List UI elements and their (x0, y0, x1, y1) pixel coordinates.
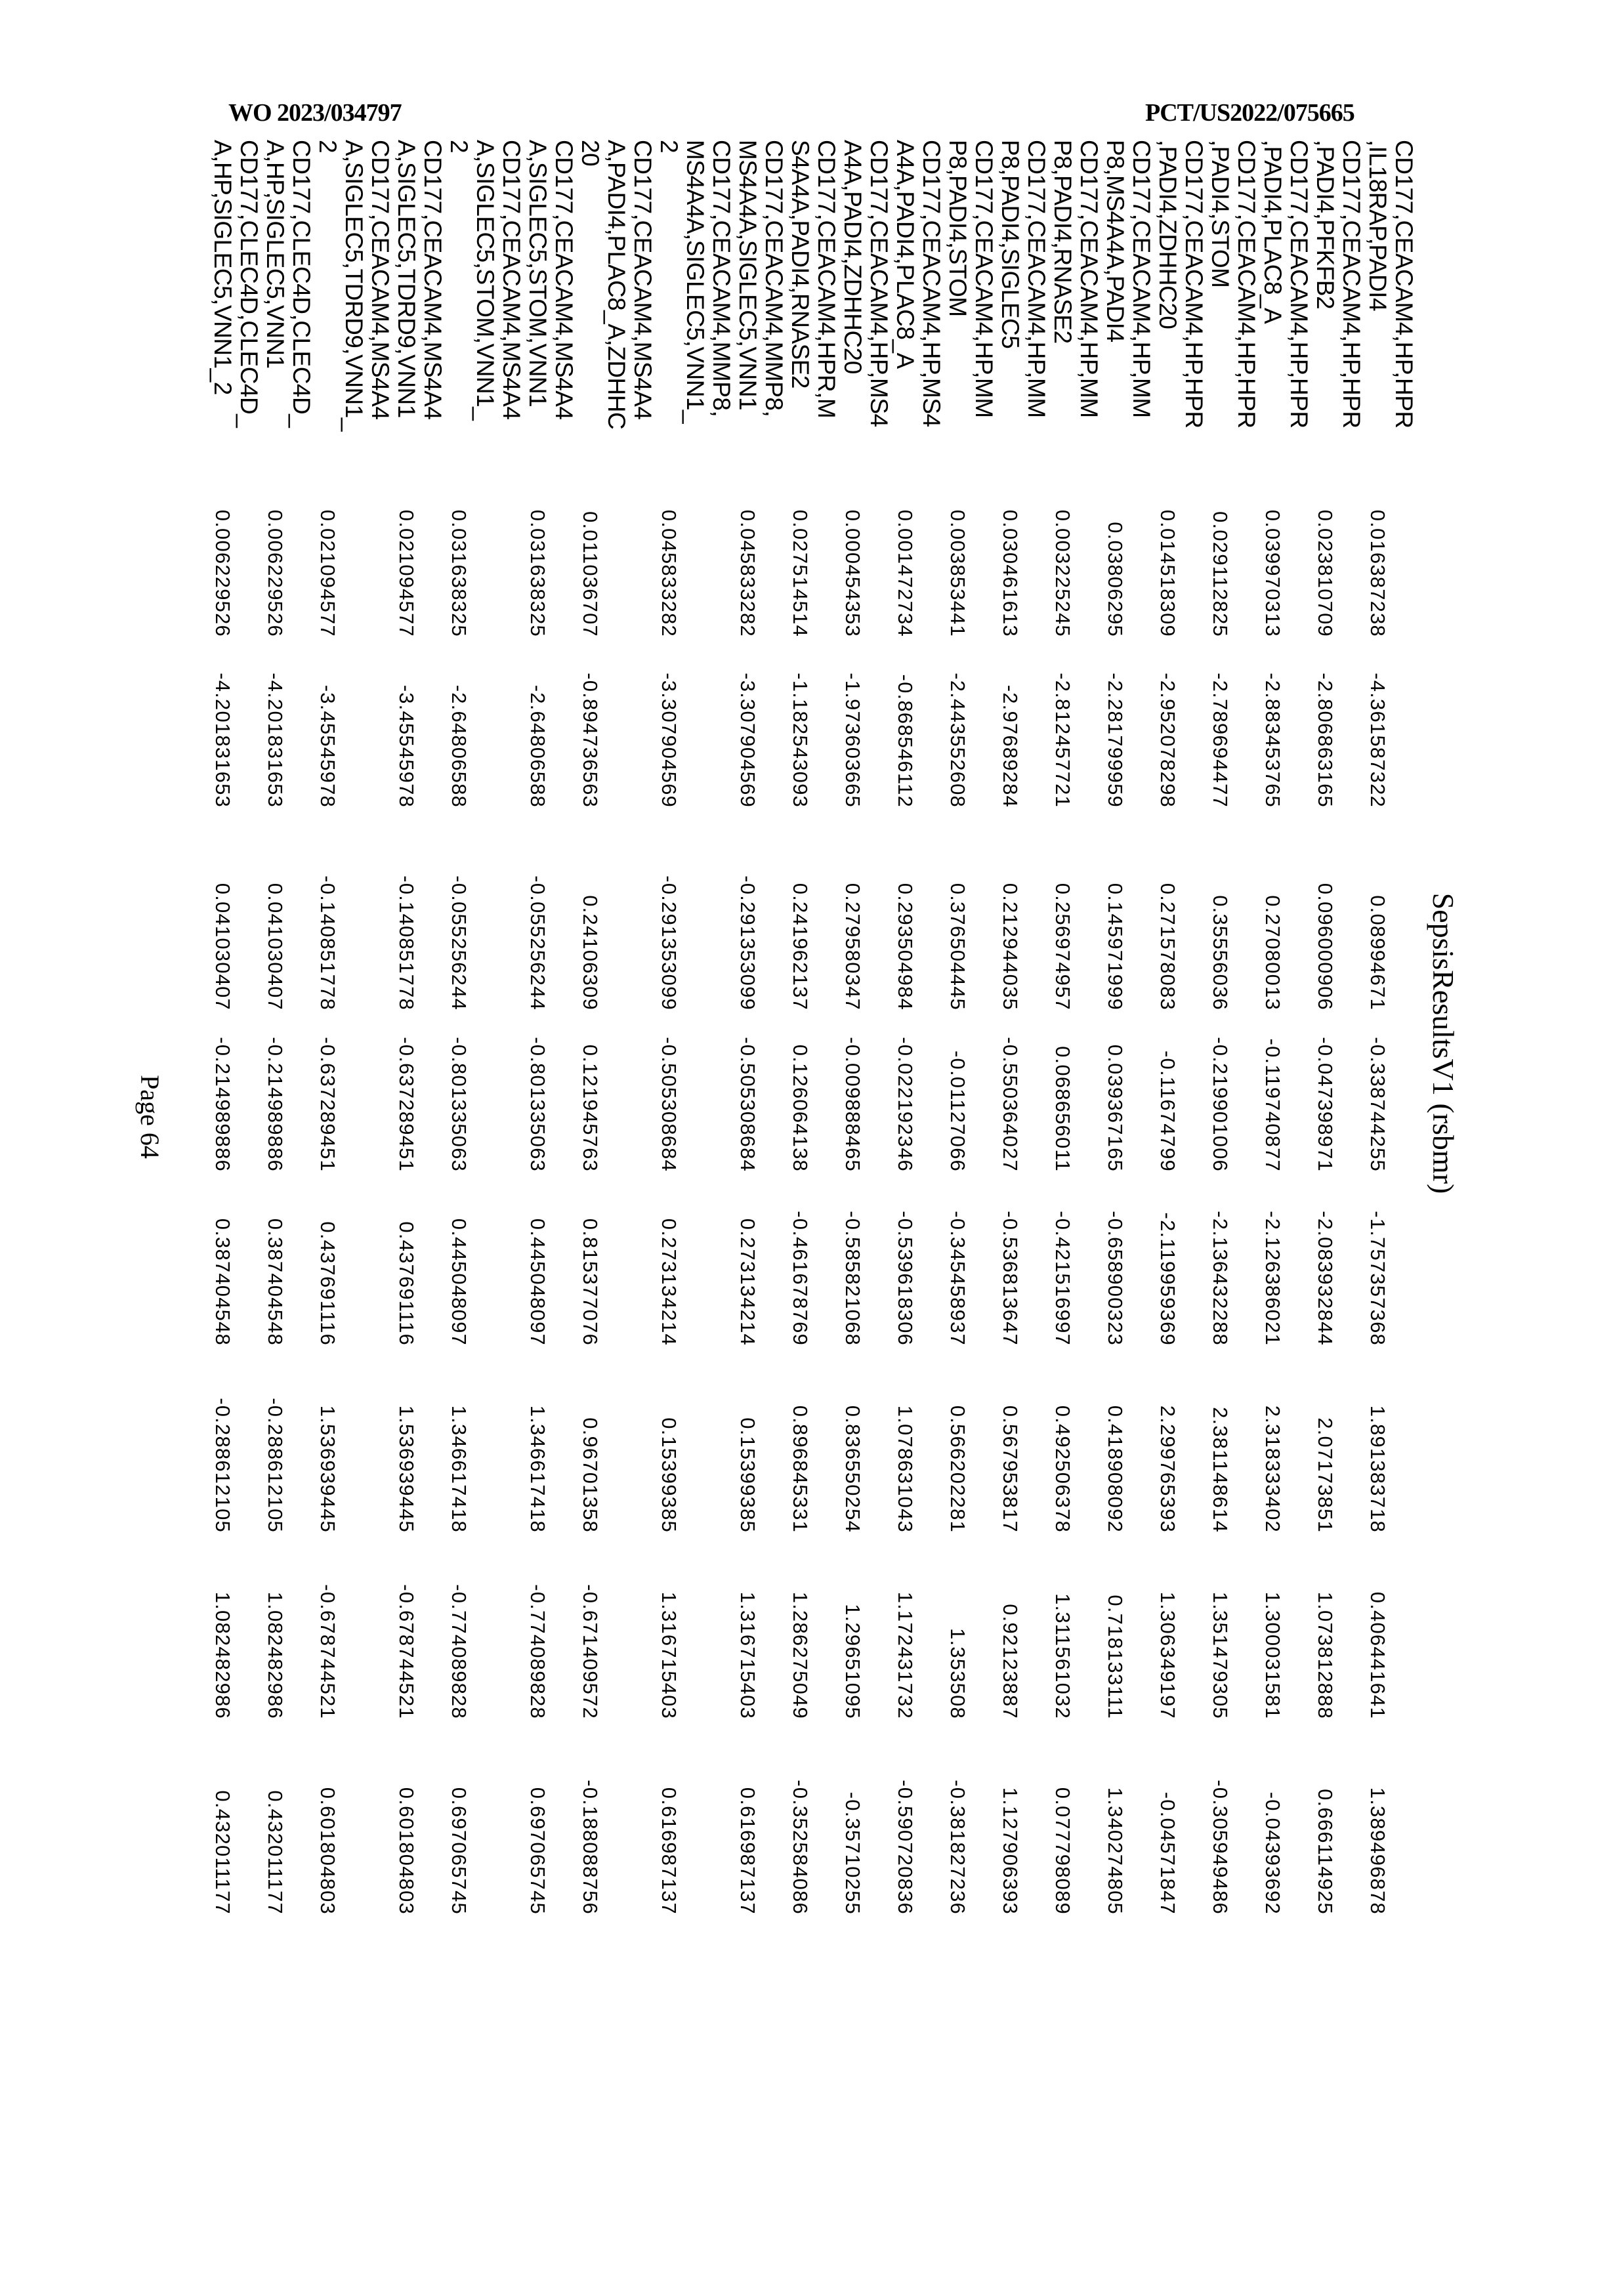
value-cell: 0.003225245 (1049, 486, 1102, 637)
table-row (446, 140, 524, 1915)
value-cell: 2.318333402 (1259, 1346, 1312, 1533)
label-line: P8,PADI4,STOM (944, 140, 971, 486)
table-row (1259, 140, 1312, 1915)
table-row (393, 140, 446, 1915)
value-cell: -0.671409572 (577, 1533, 656, 1719)
value-cell: 1.082482986 (262, 1533, 314, 1719)
value-cell: -0.774089828 (446, 1533, 524, 1719)
value-cell: 0.293504984 (892, 808, 944, 1011)
value-cell: -0.894736563 (577, 637, 656, 808)
value-cell: -0.35710255 (839, 1719, 892, 1915)
value-cell: 0.432011177 (262, 1719, 314, 1915)
table-row (209, 140, 262, 1915)
value-cell: 0.027514514 (787, 486, 839, 637)
gene-set-label (314, 140, 393, 486)
value-cell: -2.119959369 (1154, 1172, 1207, 1346)
value-cell: -2.083932844 (1312, 1172, 1364, 1346)
value-cell: -2.443552608 (944, 637, 997, 808)
gene-set-label (577, 140, 656, 486)
value-cell: -0.04393692 (1259, 1719, 1312, 1915)
label-line: A,SIGLEC5,TDRD9,VNN1_ (341, 140, 367, 486)
value-cell: 2.07173851 (1312, 1346, 1364, 1533)
table-row (944, 140, 997, 1915)
value-cell: 1.389496878 (1364, 1719, 1417, 1915)
label-line: A,HP,SIGLEC5,VNN1_2 (209, 140, 236, 486)
value-cell: -3.45545978 (314, 637, 393, 808)
table-row (892, 140, 944, 1915)
value-cell: 0.92123887 (997, 1533, 1049, 1719)
value-cell: -0.590720836 (892, 1719, 944, 1915)
value-cell: -2.952078298 (1154, 637, 1207, 808)
table-row (656, 140, 734, 1915)
label-line: CD177,CEACAM4,HPR,M (813, 140, 839, 486)
label-line: CD177,CEACAM4,HP,MS4 (866, 140, 892, 486)
table-row (1207, 140, 1259, 1915)
value-cell: 0.697065745 (446, 1719, 524, 1915)
value-cell: 0.492506378 (1049, 1346, 1102, 1533)
table-row (314, 140, 393, 1915)
gene-set-label (839, 140, 892, 486)
value-cell: 0.077798089 (1049, 1719, 1102, 1915)
value-cell: 0.27080013 (1259, 808, 1312, 1011)
value-cell: 1.311561032 (1049, 1533, 1102, 1719)
label-line: CD177,CEACAM4,HP,MM (971, 140, 997, 486)
label-line: P8,MS4A4A,PADI4 (1102, 140, 1128, 486)
gene-set-label (892, 140, 944, 486)
value-cell: -2.812457721 (1049, 637, 1102, 808)
value-cell: 1.536939445 (393, 1346, 446, 1533)
value-cell: 1.316715403 (734, 1533, 787, 1719)
value-cell: -2.806863165 (1312, 637, 1364, 808)
value-cell: -1.757357368 (1364, 1172, 1417, 1346)
value-cell: 0.000454353 (839, 486, 892, 637)
value-cell: -0.288612105 (209, 1346, 262, 1533)
label-line: CD177,CEACAM4,HP,MM (1076, 140, 1102, 486)
label-line: ,PADI4,PFKFB2 (1312, 140, 1338, 486)
label-line: A,SIGLEC5,TDRD9,VNN1 (393, 140, 419, 486)
value-cell: 0.030461613 (997, 486, 1049, 637)
value-cell: 0.241962137 (787, 808, 839, 1011)
value-cell: -2.64806588 (524, 637, 577, 808)
value-cell: 0.666114925 (1312, 1719, 1364, 1915)
value-cell: 0.121945763 (577, 1011, 656, 1172)
value-cell: 0.001472734 (892, 486, 944, 637)
table-row (734, 140, 787, 1915)
gene-set-label (209, 140, 262, 486)
value-cell: -3.45545978 (393, 637, 446, 808)
value-cell: -0.288612105 (262, 1346, 314, 1533)
gene-set-label (1154, 140, 1207, 486)
table-row (262, 140, 314, 1915)
table-row (997, 140, 1049, 1915)
page-number: Page 64 (135, 0, 165, 2234)
value-cell: 0.031638325 (446, 486, 524, 637)
label-line: 2 (656, 140, 682, 486)
value-cell: 0.616987137 (734, 1719, 787, 1915)
label-line: CD177,CEACAM4,HP,MM (1023, 140, 1049, 486)
value-cell: -2.281799959 (1102, 637, 1154, 808)
value-cell: 0.021094577 (393, 486, 446, 637)
value-cell: -0.678744521 (393, 1533, 446, 1719)
value-cell: -1.182543093 (787, 637, 839, 808)
value-cell: -0.637289451 (314, 1011, 393, 1172)
gene-set-label (1312, 140, 1364, 486)
label-line: 20 (577, 140, 603, 486)
value-cell: 0.126064138 (787, 1011, 839, 1172)
value-cell: -0.421516997 (1049, 1172, 1102, 1346)
label-line: A,PADI4,PLAC8_A,ZDHHC (603, 140, 629, 486)
value-cell: 0.273134214 (734, 1172, 787, 1346)
table-row (1102, 140, 1154, 1915)
table-row (787, 140, 839, 1915)
value-cell: 0.445048097 (446, 1172, 524, 1346)
label-line: CD177,CEACAM4,HP,HPR (1286, 140, 1312, 486)
label-line: CD177,CEACAM4,HP,HPR (1233, 140, 1259, 486)
label-line: CD177,CEACAM4,HP,MM (1128, 140, 1154, 486)
value-cell: -0.536813647 (997, 1172, 1049, 1346)
value-cell: -0.381827236 (944, 1719, 997, 1915)
table-row (839, 140, 892, 1915)
gene-set-label (1102, 140, 1154, 486)
value-cell: -0.801335063 (524, 1011, 577, 1172)
value-cell: 0.567953817 (997, 1346, 1049, 1533)
value-cell: -2.64806588 (446, 637, 524, 808)
value-cell: -0.539618306 (892, 1172, 944, 1346)
gene-set-label (944, 140, 997, 486)
label-line: S4A4A,PADI4,RNASE2 (787, 140, 813, 486)
label-line: A,HP,SIGLEC5,VNN1 (262, 140, 288, 486)
gene-set-label (1049, 140, 1102, 486)
value-cell: 0.045833282 (656, 486, 734, 637)
value-cell: 0.418908092 (1102, 1346, 1154, 1533)
value-cell: -4.201831653 (262, 637, 314, 808)
value-cell: 0.697065745 (524, 1719, 577, 1915)
value-cell: 1.346617418 (446, 1346, 524, 1533)
value-cell: 0.023810709 (1312, 486, 1364, 637)
value-cell: 0.029112825 (1207, 486, 1259, 637)
value-cell: -0.801335063 (446, 1011, 524, 1172)
value-cell: 1.300031581 (1259, 1533, 1312, 1719)
value-cell: 1.346617418 (524, 1346, 577, 1533)
label-line: CD177,CEACAM4,HP,MS4 (918, 140, 944, 486)
value-cell: 0.96701358 (577, 1346, 656, 1533)
value-cell: -0.009888465 (839, 1011, 892, 1172)
value-cell: -0.04571847 (1154, 1719, 1207, 1915)
value-cell: 1.127906393 (997, 1719, 1049, 1915)
value-cell: 0.016387238 (1364, 486, 1417, 637)
value-cell: 1.340274805 (1102, 1719, 1154, 1915)
value-cell: 0.896845331 (787, 1346, 839, 1533)
value-cell: -0.214989886 (262, 1011, 314, 1172)
value-cell: 1.351479305 (1207, 1533, 1259, 1719)
label-line: P8,PADI4,SIGLEC5 (997, 140, 1023, 486)
value-cell: 1.29651095 (839, 1533, 892, 1719)
gene-set-label (446, 140, 524, 486)
value-cell: 0.271578083 (1154, 808, 1207, 1011)
gene-set-label (997, 140, 1049, 486)
gene-set-label (262, 140, 314, 486)
label-line: A4A,PADI4,ZDHHC20 (839, 140, 866, 486)
value-cell: 0.256974957 (1049, 808, 1102, 1011)
rotated-landscape-page (0, 0, 1617, 2296)
value-cell: 0.096000906 (1312, 808, 1364, 1011)
value-cell: 0.068656011 (1049, 1011, 1102, 1172)
value-cell: -4.201831653 (209, 637, 262, 808)
value-cell: 2.299765393 (1154, 1346, 1207, 1533)
gene-set-label (1207, 140, 1259, 486)
value-cell: -0.305949486 (1207, 1719, 1259, 1915)
label-line: CD177,CEACAM4,MMP8, (708, 140, 734, 486)
table-row (1049, 140, 1102, 1915)
value-cell: -0.505308684 (734, 1011, 787, 1172)
value-cell: 0.039367165 (1102, 1011, 1154, 1172)
value-cell: 1.082482986 (209, 1533, 262, 1719)
table-row (1312, 140, 1364, 1915)
label-line: A,SIGLEC5,STOM,VNN1_ (472, 140, 498, 486)
value-cell: 1.353508 (944, 1533, 997, 1719)
gene-set-label (787, 140, 839, 486)
value-cell: 0.432011177 (209, 1719, 262, 1915)
value-cell: 0.045833282 (734, 486, 787, 637)
value-cell: 0.836550254 (839, 1346, 892, 1533)
value-cell: 0.387404548 (209, 1172, 262, 1346)
value-cell: 0.014518309 (1154, 486, 1207, 637)
value-cell: 0.212944035 (997, 808, 1049, 1011)
value-cell: -0.055256244 (524, 808, 577, 1011)
value-cell: 0.815377076 (577, 1172, 656, 1346)
gene-set-label (524, 140, 577, 486)
gene-set-label (393, 140, 446, 486)
label-line: CD177,CEACAM4,MMP8, (761, 140, 787, 486)
label-line: A,SIGLEC5,STOM,VNN1 (524, 140, 551, 486)
label-line: CD177,CEACAM4,MS4A4 (419, 140, 446, 486)
value-cell: -0.774089828 (524, 1533, 577, 1719)
label-line: CD177,CLEC4D,CLEC4D_ (288, 140, 314, 486)
value-cell: -0.505308684 (656, 1011, 734, 1172)
value-cell: 0.003853441 (944, 486, 997, 637)
value-cell: 0.718133111 (1102, 1533, 1154, 1719)
label-line: 2 (446, 140, 472, 486)
gene-set-label (734, 140, 787, 486)
value-cell: 1.073812888 (1312, 1533, 1364, 1719)
table-row (1154, 140, 1207, 1915)
value-cell: -0.291353099 (734, 808, 787, 1011)
value-cell: 0.273134214 (656, 1172, 734, 1346)
label-line: CD177,CEACAM4,MS4A4 (551, 140, 577, 486)
value-cell: 1.078631043 (892, 1346, 944, 1533)
value-cell: 0.601804803 (393, 1719, 446, 1915)
value-cell: -0.868546112 (892, 637, 944, 808)
value-cell: 0.039970313 (1259, 486, 1312, 637)
value-cell: -0.140851778 (314, 808, 393, 1011)
value-cell: -0.11674799 (1154, 1011, 1207, 1172)
value-cell: 0.601804803 (314, 1719, 393, 1915)
value-cell: -2.883453765 (1259, 637, 1312, 808)
value-cell: 2.381148614 (1207, 1346, 1259, 1533)
value-cell: -0.678744521 (314, 1533, 393, 1719)
value-cell: 0.437691116 (393, 1172, 446, 1346)
label-line: CD177,CEACAM4,HP,HPR (1338, 140, 1364, 486)
value-cell: 0.031638325 (524, 486, 577, 637)
value-cell: 1.316715403 (656, 1533, 734, 1719)
value-cell: 0.566202281 (944, 1346, 997, 1533)
value-cell: 0.445048097 (524, 1172, 577, 1346)
value-cell: -2.136432288 (1207, 1172, 1259, 1346)
value-cell: 0.15399385 (656, 1346, 734, 1533)
gene-set-label (656, 140, 734, 486)
value-cell: 0.376504445 (944, 808, 997, 1011)
value-cell: -0.461678769 (787, 1172, 839, 1346)
value-cell: 0.08994671 (1364, 808, 1417, 1011)
value-cell: 0.15399385 (734, 1346, 787, 1533)
label-line: CD177,CEACAM4,MS4A4 (498, 140, 524, 486)
label-line: CD177,CEACAM4,MS4A4 (367, 140, 393, 486)
application-number: PCT/US2022/075665 (1145, 98, 1354, 127)
value-cell: 0.145971999 (1102, 808, 1154, 1011)
value-cell: -2.789694477 (1207, 637, 1259, 808)
label-line: 2 (314, 140, 341, 486)
value-cell: 0.387404548 (262, 1172, 314, 1346)
value-cell: 0.437691116 (314, 1172, 393, 1346)
value-cell: -0.119740877 (1259, 1011, 1312, 1172)
value-cell: -0.352584086 (787, 1719, 839, 1915)
value-cell: -0.140851778 (393, 808, 446, 1011)
table-row (1364, 140, 1417, 1915)
label-line: ,IL18RAP,PADI4 (1364, 140, 1391, 486)
table-row (524, 140, 577, 1915)
value-cell: 0.616987137 (656, 1719, 734, 1915)
results-table (209, 140, 1417, 1915)
value-cell: -0.345458937 (944, 1172, 997, 1346)
value-cell: 0.03806295 (1102, 486, 1154, 637)
value-cell: -0.585821068 (839, 1172, 892, 1346)
value-cell: 0.279580347 (839, 808, 892, 1011)
value-cell: -0.219901006 (1207, 1011, 1259, 1172)
publication-number: WO 2023/034797 (228, 98, 402, 127)
label-line: MS4A4A,SIGLEC5,VNN1 (734, 140, 761, 486)
value-cell: 0.041030407 (262, 808, 314, 1011)
value-cell: -3.307904569 (734, 637, 787, 808)
value-cell: -2.97689284 (997, 637, 1049, 808)
value-cell: 1.286275049 (787, 1533, 839, 1719)
value-cell: -2.126386021 (1259, 1172, 1312, 1346)
value-cell: 0.406441641 (1364, 1533, 1417, 1719)
value-cell: -0.188088756 (577, 1719, 656, 1915)
value-cell: 0.35556036 (1207, 808, 1259, 1011)
value-cell: -0.637289451 (393, 1011, 446, 1172)
table-row (577, 140, 656, 1915)
value-cell: -3.307904569 (656, 637, 734, 808)
value-cell: 0.24106309 (577, 808, 656, 1011)
value-cell: 1.172431732 (892, 1533, 944, 1719)
label-line: CD177,CEACAM4,HP,HPR (1181, 140, 1207, 486)
value-cell: -0.658900323 (1102, 1172, 1154, 1346)
gene-set-label (1364, 140, 1417, 486)
value-cell: -0.338744255 (1364, 1011, 1417, 1172)
value-cell: 1.536939445 (314, 1346, 393, 1533)
label-line: P8,PADI4,RNASE2 (1049, 140, 1076, 486)
value-cell: -0.01127066 (944, 1011, 997, 1172)
label-line: CD177,CEACAM4,HP,HPR (1391, 140, 1417, 486)
value-cell: 0.041030407 (209, 808, 262, 1011)
value-cell: -0.047398971 (1312, 1011, 1364, 1172)
label-line: ,PADI4,ZDHHC20 (1154, 140, 1181, 486)
value-cell: 1.306349197 (1154, 1533, 1207, 1719)
value-cell: -1.973603665 (839, 637, 892, 808)
label-line: MS4A4A,SIGLEC5,VNN1_ (682, 140, 708, 486)
value-cell: -0.022192346 (892, 1011, 944, 1172)
value-cell: 1.891383718 (1364, 1346, 1417, 1533)
value-cell: 0.006229526 (262, 486, 314, 637)
value-cell: -0.214989886 (209, 1011, 262, 1172)
label-line: CD177,CLEC4D,CLEC4D_ (236, 140, 262, 486)
value-cell: 0.006229526 (209, 486, 262, 637)
label-line: ,PADI4,PLAC8_A (1259, 140, 1286, 486)
value-cell: 0.021094577 (314, 486, 393, 637)
value-cell: -0.291353099 (656, 808, 734, 1011)
gene-set-label (1259, 140, 1312, 486)
value-cell: -4.361587322 (1364, 637, 1417, 808)
table-title: SepsisResultsV1 (rsbmr) (1426, 0, 1461, 2087)
value-cell: -0.550364027 (997, 1011, 1049, 1172)
label-line: A4A,PADI4,PLAC8_A (892, 140, 918, 486)
value-cell: 0.011036707 (577, 486, 656, 637)
value-cell: -0.055256244 (446, 808, 524, 1011)
label-line: CD177,CEACAM4,MS4A4 (629, 140, 656, 486)
label-line: ,PADI4,STOM (1207, 140, 1233, 486)
